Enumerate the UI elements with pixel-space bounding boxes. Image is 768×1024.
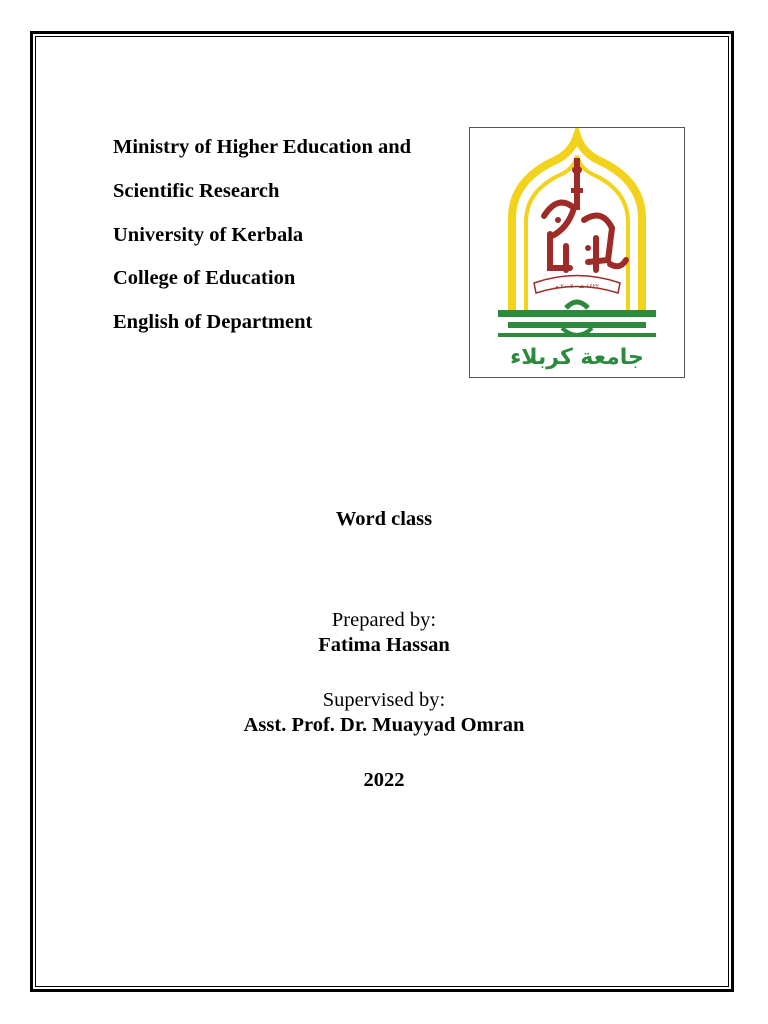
university-logo — [469, 127, 685, 378]
header-line-research: Scientific Research — [113, 180, 280, 202]
crest-dot-icon — [555, 217, 561, 223]
university-logo-emblem — [470, 128, 684, 377]
document-title: Word class — [335, 508, 433, 530]
supervisor-name: Asst. Prof. Dr. Muayyad Omran — [243, 714, 525, 736]
logo-arabic-name: جامعة كربلاء — [510, 345, 644, 370]
document-year: 2022 — [363, 769, 405, 791]
calligraphy-crest-icon — [544, 203, 626, 270]
header-line-department: English of Department — [113, 311, 313, 333]
boat-icon — [562, 328, 592, 335]
author-name: Fatima Hassan — [318, 634, 450, 656]
crescent-icon — [566, 302, 588, 308]
supervised-label: Supervised by: — [322, 689, 446, 711]
header-line-college: College of Education — [113, 267, 296, 289]
header-line-ministry: Ministry of Higher Education and — [113, 136, 412, 158]
logo-founding-date: ١٤٢٢ هـ - ٢٠٠٢ م — [554, 283, 600, 290]
prepared-label: Prepared by: — [331, 609, 437, 631]
header-line-university: University of Kerbala — [113, 224, 304, 246]
crest-dot-icon — [585, 245, 591, 251]
